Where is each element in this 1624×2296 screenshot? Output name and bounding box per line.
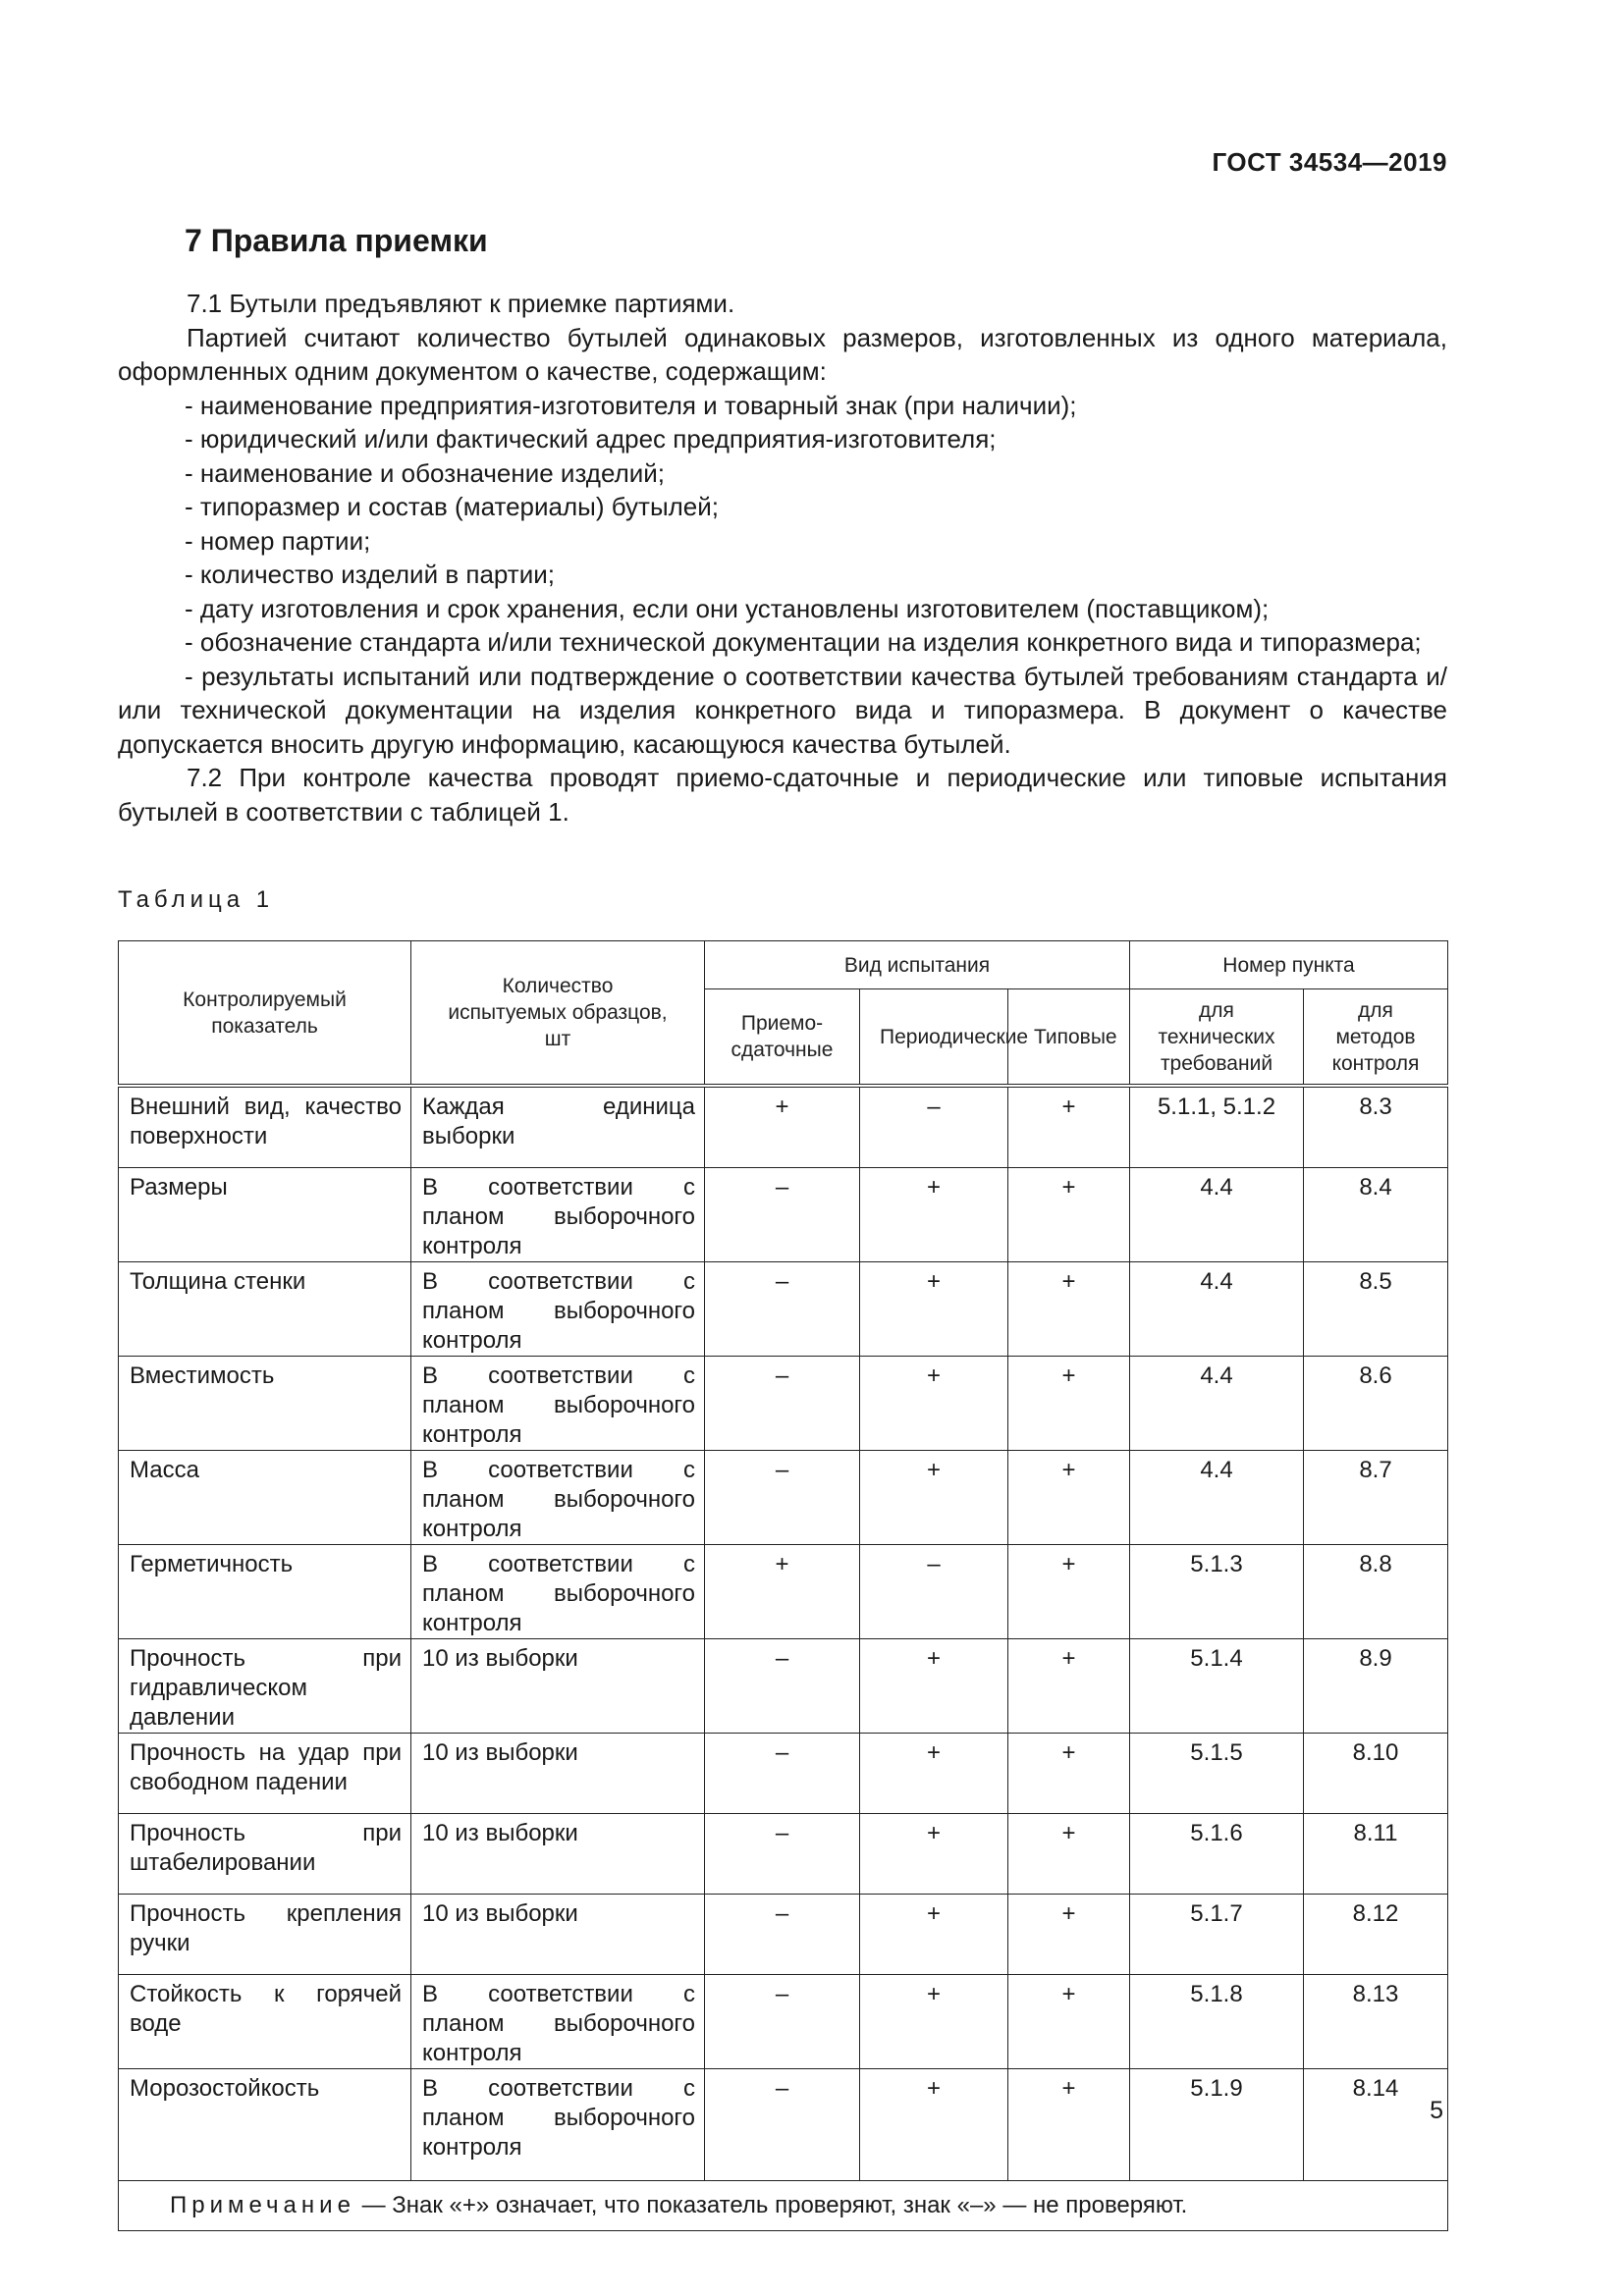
section-body bbox=[118, 287, 1447, 828]
table-row bbox=[119, 1168, 1448, 1262]
cell-test-methods: 8.13 bbox=[1304, 1975, 1448, 2069]
cell-type-tests: + bbox=[1008, 1639, 1130, 1734]
header-test-methods: для методов контроля bbox=[1304, 989, 1448, 1087]
cell-indicator: Толщина стенки bbox=[119, 1262, 411, 1357]
cell-samples: Каждая единица выборки bbox=[411, 1086, 705, 1168]
table-row bbox=[119, 1545, 1448, 1639]
cell-test-methods: 8.11 bbox=[1304, 1814, 1448, 1895]
cell-acceptance: – bbox=[705, 1451, 860, 1545]
cell-samples: 10 из выборки bbox=[411, 1639, 705, 1734]
cell-indicator: Вместимость bbox=[119, 1357, 411, 1451]
paragraph-7-1: 7.1 Бутыли предъявляют к приемке партиями. bbox=[187, 289, 735, 318]
list-item: - обозначение стандарта и/или технической документации на изделия конкретного вида и типоразмера; bbox=[185, 627, 1422, 657]
cell-type-tests: + bbox=[1008, 1814, 1130, 1895]
table-row bbox=[119, 1639, 1448, 1734]
cell-acceptance: – bbox=[705, 1168, 860, 1262]
list-item: - количество изделий в партии; bbox=[185, 560, 555, 589]
header-test-type: Вид испытания bbox=[705, 941, 1130, 989]
header-samples: Количество испытуемых образцов, шт bbox=[411, 941, 705, 1087]
cell-acceptance: – bbox=[705, 2069, 860, 2181]
cell-indicator: Внешний вид, качество поверхности bbox=[119, 1086, 411, 1168]
note-text: — Знак «+» означает, что показатель проверяют, знак «–» — не проверяют. bbox=[354, 2192, 1188, 2218]
list-item: - результаты испытаний или подтверждение о соответствии качества бутылей требованиям стандарта и/или технической документации на изделия конкретного вида и типоразмера. В документ о качестве допускается вносить другую информацию, касающуюся качества бутылей. bbox=[118, 661, 1447, 759]
cell-type-tests: + bbox=[1008, 2069, 1130, 2181]
cell-tech-requirements: 5.1.5 bbox=[1130, 1734, 1304, 1814]
cell-periodic: + bbox=[860, 1357, 1008, 1451]
note-label: Примечание bbox=[170, 2192, 355, 2218]
cell-type-tests: + bbox=[1008, 1168, 1130, 1262]
cell-periodic: + bbox=[860, 1895, 1008, 1975]
cell-samples: В соответствии с планом выборочного контроля bbox=[411, 1168, 705, 1262]
cell-acceptance: – bbox=[705, 1639, 860, 1734]
cell-samples: В соответствии с планом выборочного контроля bbox=[411, 1975, 705, 2069]
cell-type-tests: + bbox=[1008, 1262, 1130, 1357]
cell-test-methods: 8.9 bbox=[1304, 1639, 1448, 1734]
header-tech-requirements: для технических требований bbox=[1130, 989, 1304, 1087]
cell-samples: В соответствии с планом выборочного контроля bbox=[411, 1357, 705, 1451]
cell-indicator: Прочность при штабелировании bbox=[119, 1814, 411, 1895]
cell-acceptance: – bbox=[705, 1895, 860, 1975]
header-indicator: Контролируемый показатель bbox=[119, 941, 411, 1087]
table-row bbox=[119, 1734, 1448, 1814]
cell-test-methods: 8.10 bbox=[1304, 1734, 1448, 1814]
cell-type-tests: + bbox=[1008, 1357, 1130, 1451]
cell-test-methods: 8.8 bbox=[1304, 1545, 1448, 1639]
cell-type-tests: + bbox=[1008, 1895, 1130, 1975]
cell-samples: 10 из выборки bbox=[411, 1734, 705, 1814]
table-row bbox=[119, 1357, 1448, 1451]
cell-indicator: Стойкость к горячей воде bbox=[119, 1975, 411, 2069]
list-item: - наименование и обозначение изделий; bbox=[185, 457, 666, 488]
cell-acceptance: – bbox=[705, 1357, 860, 1451]
cell-indicator: Прочность на удар при свободном падении bbox=[119, 1734, 411, 1814]
cell-type-tests: + bbox=[1008, 1975, 1130, 2069]
cell-test-methods: 8.12 bbox=[1304, 1895, 1448, 1975]
list-item: - типоразмер и состав (материалы) бутылей; bbox=[185, 492, 720, 521]
cell-acceptance: – bbox=[705, 1734, 860, 1814]
cell-samples: 10 из выборки bbox=[411, 1895, 705, 1975]
cell-type-tests: + bbox=[1008, 1451, 1130, 1545]
list-item: - номер партии; bbox=[185, 525, 371, 556]
acceptance-test-table bbox=[118, 940, 1448, 2231]
table-caption: Таблица 1 bbox=[118, 886, 275, 913]
cell-tech-requirements: 5.1.1, 5.1.2 bbox=[1130, 1086, 1304, 1168]
cell-samples: В соответствии с планом выборочного контроля bbox=[411, 2069, 705, 2181]
paragraph-batch-definition: Партией считают количество бутылей одинаковых размеров, изготовленных из одного материала, оформленных одним документом о качестве, содержащим: bbox=[118, 322, 1447, 386]
paragraph-7-2: 7.2 При контроле качества проводят приемо-сдаточные и периодические или типовые испытания бутылей в соответствии с таблицей 1. bbox=[118, 763, 1447, 827]
cell-tech-requirements: 4.4 bbox=[1130, 1168, 1304, 1262]
page-number: 5 bbox=[1430, 2097, 1443, 2124]
cell-acceptance: – bbox=[705, 1814, 860, 1895]
table-row bbox=[119, 1262, 1448, 1357]
cell-samples: В соответствии с планом выборочного контроля bbox=[411, 1451, 705, 1545]
cell-acceptance: – bbox=[705, 1262, 860, 1357]
cell-samples: В соответствии с планом выборочного контроля bbox=[411, 1262, 705, 1357]
table-note-row bbox=[119, 2181, 1448, 2231]
cell-test-methods: 8.4 bbox=[1304, 1168, 1448, 1262]
cell-type-tests: + bbox=[1008, 1086, 1130, 1168]
cell-tech-requirements: 4.4 bbox=[1130, 1357, 1304, 1451]
cell-periodic: + bbox=[860, 1168, 1008, 1262]
cell-periodic: – bbox=[860, 1545, 1008, 1639]
standard-code: ГОСТ 34534—2019 bbox=[1212, 147, 1447, 177]
table-row bbox=[119, 2069, 1448, 2181]
cell-periodic: – bbox=[860, 1086, 1008, 1168]
cell-acceptance: – bbox=[705, 1975, 860, 2069]
cell-acceptance: + bbox=[705, 1086, 860, 1168]
cell-periodic: + bbox=[860, 1451, 1008, 1545]
cell-acceptance: + bbox=[705, 1545, 860, 1639]
header-type-tests: Типовые bbox=[1008, 989, 1130, 1087]
cell-tech-requirements: 5.1.6 bbox=[1130, 1814, 1304, 1895]
cell-tech-requirements: 5.1.4 bbox=[1130, 1639, 1304, 1734]
table-row bbox=[119, 1975, 1448, 2069]
cell-periodic: + bbox=[860, 1975, 1008, 2069]
cell-tech-requirements: 4.4 bbox=[1130, 1451, 1304, 1545]
cell-test-methods: 8.14 bbox=[1304, 2069, 1448, 2181]
cell-periodic: + bbox=[860, 1814, 1008, 1895]
cell-indicator: Масса bbox=[119, 1451, 411, 1545]
cell-tech-requirements: 5.1.8 bbox=[1130, 1975, 1304, 2069]
cell-periodic: + bbox=[860, 1639, 1008, 1734]
header-clause-number: Номер пункта bbox=[1130, 941, 1448, 989]
table-row bbox=[119, 1895, 1448, 1975]
table-row bbox=[119, 1814, 1448, 1895]
cell-type-tests: + bbox=[1008, 1734, 1130, 1814]
cell-test-methods: 8.7 bbox=[1304, 1451, 1448, 1545]
cell-samples: 10 из выборки bbox=[411, 1814, 705, 1895]
cell-periodic: + bbox=[860, 2069, 1008, 2181]
cell-tech-requirements: 5.1.3 bbox=[1130, 1545, 1304, 1639]
header-acceptance: Приемо-сдаточные bbox=[705, 989, 860, 1087]
section-title: 7 Правила приемки bbox=[185, 223, 488, 258]
cell-test-methods: 8.5 bbox=[1304, 1262, 1448, 1357]
cell-periodic: + bbox=[860, 1734, 1008, 1814]
cell-periodic: + bbox=[860, 1262, 1008, 1357]
cell-samples: В соответствии с планом выборочного контроля bbox=[411, 1545, 705, 1639]
list-item: - юридический и/или фактический адрес предприятия-изготовителя; bbox=[185, 424, 997, 454]
cell-type-tests: + bbox=[1008, 1545, 1130, 1639]
cell-test-methods: 8.6 bbox=[1304, 1357, 1448, 1451]
table-row bbox=[119, 1086, 1448, 1168]
cell-indicator: Герметичность bbox=[119, 1545, 411, 1639]
cell-indicator: Размеры bbox=[119, 1168, 411, 1262]
header-periodic: Периодические bbox=[860, 989, 1008, 1087]
list-item: - наименование предприятия-изготовителя и товарный знак (при наличии); bbox=[185, 390, 1077, 420]
list-item: - дату изготовления и срок хранения, если они установлены изготовителем (поставщиком); bbox=[185, 593, 1270, 623]
table-row bbox=[119, 1451, 1448, 1545]
cell-test-methods: 8.3 bbox=[1304, 1086, 1448, 1168]
cell-indicator: Прочность крепления ручки bbox=[119, 1895, 411, 1975]
table-note bbox=[119, 2181, 1448, 2231]
cell-tech-requirements: 5.1.9 bbox=[1130, 2069, 1304, 2181]
cell-indicator: Прочность при гидравлическом давлении bbox=[119, 1639, 411, 1734]
cell-tech-requirements: 5.1.7 bbox=[1130, 1895, 1304, 1975]
cell-tech-requirements: 4.4 bbox=[1130, 1262, 1304, 1357]
cell-indicator: Морозостойкость bbox=[119, 2069, 411, 2181]
